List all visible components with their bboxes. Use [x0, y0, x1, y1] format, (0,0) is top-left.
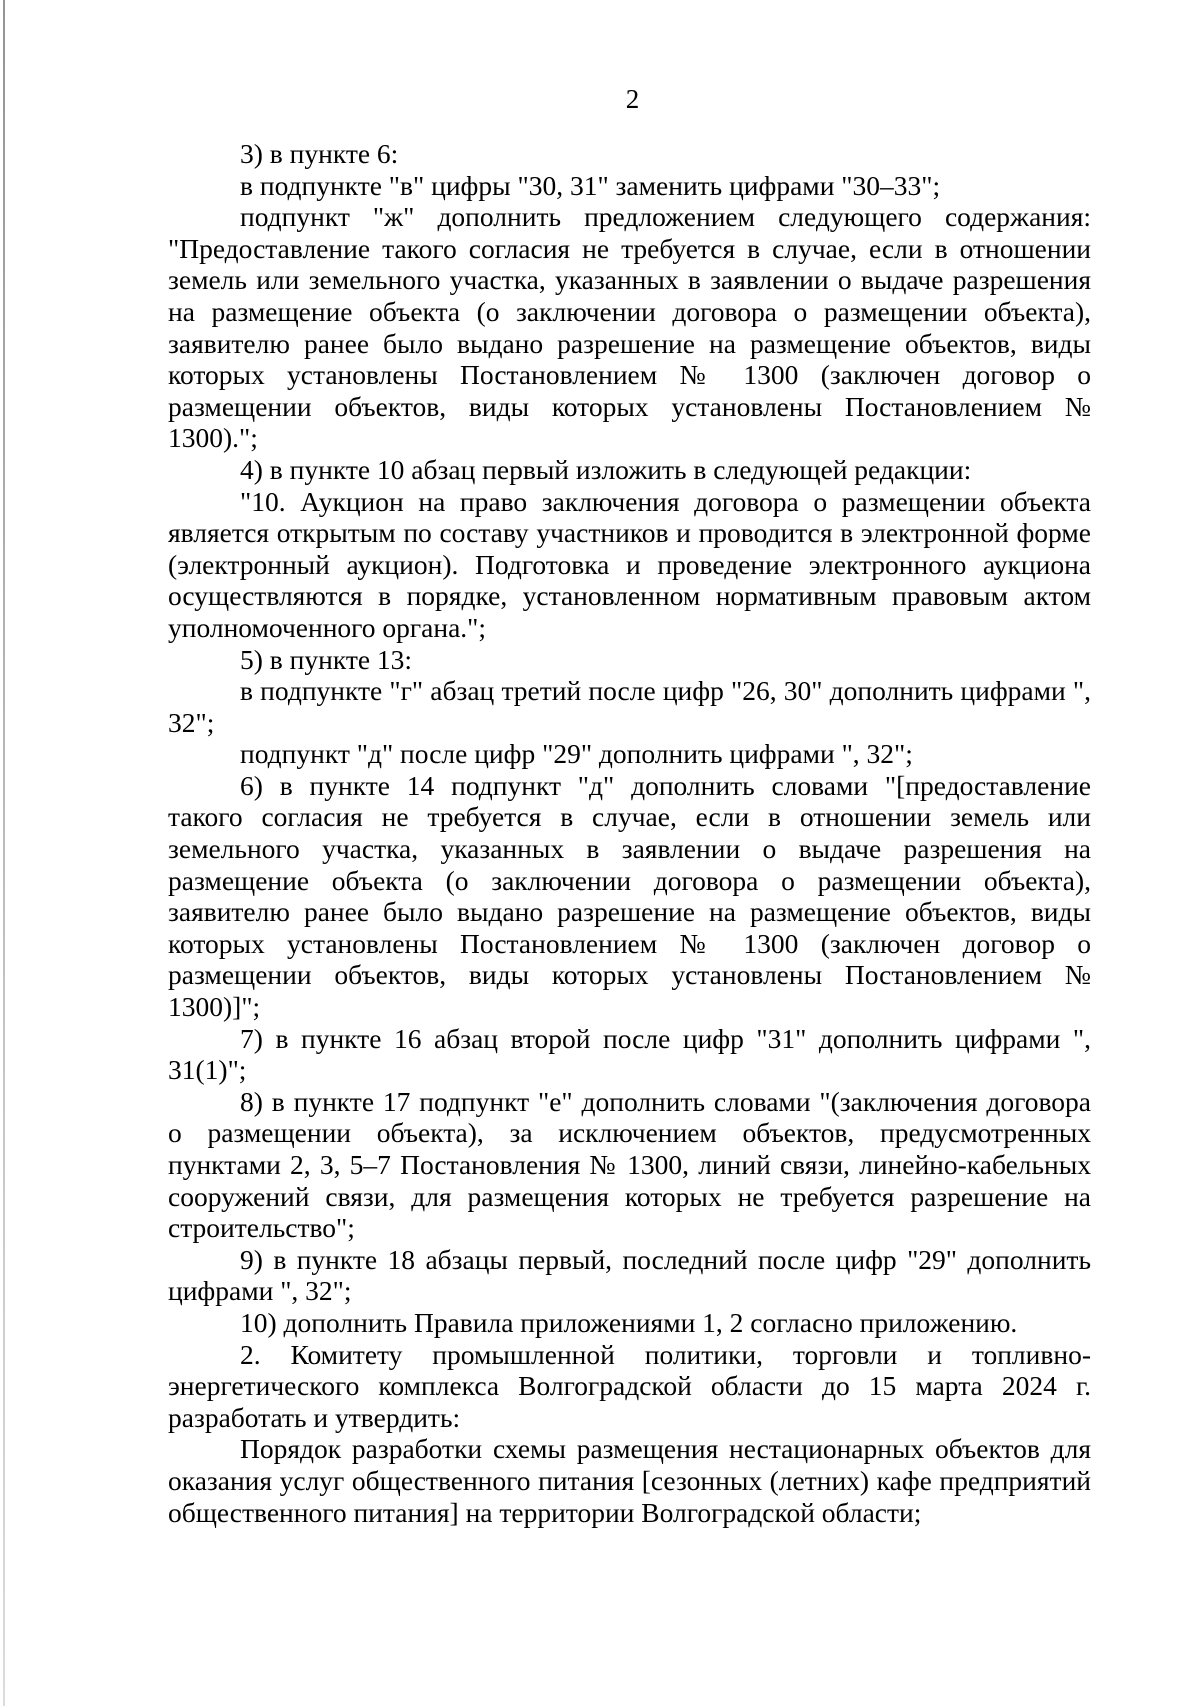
paragraph-5: "10. Аукцион на право заключения договора о размещении объекта является открытым по составу участников и проводится в электронной форме (электронный аукцион). Подготовка и проведение электронного аукциона осуществляются в порядке, установленном нормативным правовым актом уполномоченного органа."; [168, 485, 1091, 643]
paragraph-9: 6) в пункте 14 подпункт "д" дополнить словами "[предоставление такого согласия не требуется в случае, если в отношении земель или земельного участка, указанных в заявлении о выдаче разрешения на размещение объекта (о заключении договора о размещении объекта), заявителю ранее было выдано разрешение на размещение объектов, виды которых установлены Постановлением № 1300 (заключен договор о размещении объектов, виды которых установлены Постановлением № 1300)]"; [168, 769, 1091, 1023]
scan-edge-mark [3, 0, 5, 1706]
paragraph-3: подпункт "ж" дополнить предложением следующего содержания: "Предоставление такого согласия не требуется в случае, если в отношении земель или земельного участка, указанных в заявлении о выдаче разрешения на размещение объекта (о заключении договора о размещении объекта), заявителю ранее было выдано разрешение на размещение объектов, виды которых установлены Постановлением № 1300 (заключен договор о размещении объектов, виды которых установлены Постановлением № 1300)."; [168, 201, 1091, 454]
document-body [168, 138, 1091, 1528]
paragraph-2: в подпункте "в" цифры "30, 31" заменить цифрами "30–33"; [240, 169, 941, 201]
paragraph-7: в подпункте "г" абзац третий после цифр "26, 30" дополнить цифрами ", 32"; [168, 675, 1091, 738]
paragraph-11: 8) в пункте 17 подпункт "е" дополнить словами "(заключения договора о размещении объекта), за исключением объектов, предусмотренных пунктами 2, 3, 5–7 Постановления № 1300, линий связи, линейно-кабельных сооружений связи, для размещения которых не требуется разрешение на строительство"; [168, 1085, 1091, 1244]
paragraph-4: 4) в пункте 10 абзац первый изложить в следующей редакции: [240, 453, 972, 485]
paragraph-15: Порядок разработки схемы размещения нестационарных объектов для оказания услуг общественного питания [сезонных (летних) кафе предприятий общественного питания] на территории Волгоградской области; [168, 1433, 1091, 1528]
paragraph-13: 10) дополнить Правила приложениями 1, 2 согласно приложению. [240, 1306, 1018, 1338]
paragraph-14: 2. Комитету промышленной политики, торговли и топливно-энергетического комплекса Волгоградской области до 15 марта 2024 г. разработать и утвердить: [168, 1338, 1091, 1433]
paragraph-8: подпункт "д" после цифр "29" дополнить цифрами ", 32"; [240, 738, 913, 770]
paragraph-6: 5) в пункте 13: [240, 643, 413, 675]
paragraph-12: 9) в пункте 18 абзацы первый, последний после цифр "29" дополнить цифрами ", 32"; [168, 1243, 1091, 1307]
paragraph-1: 3) в пункте 6: [240, 138, 399, 169]
paragraph-10: 7) в пункте 16 абзац второй после цифр "31" дополнить цифрами ", 31(1)"; [168, 1022, 1091, 1086]
page-number: 2 [625, 84, 640, 114]
